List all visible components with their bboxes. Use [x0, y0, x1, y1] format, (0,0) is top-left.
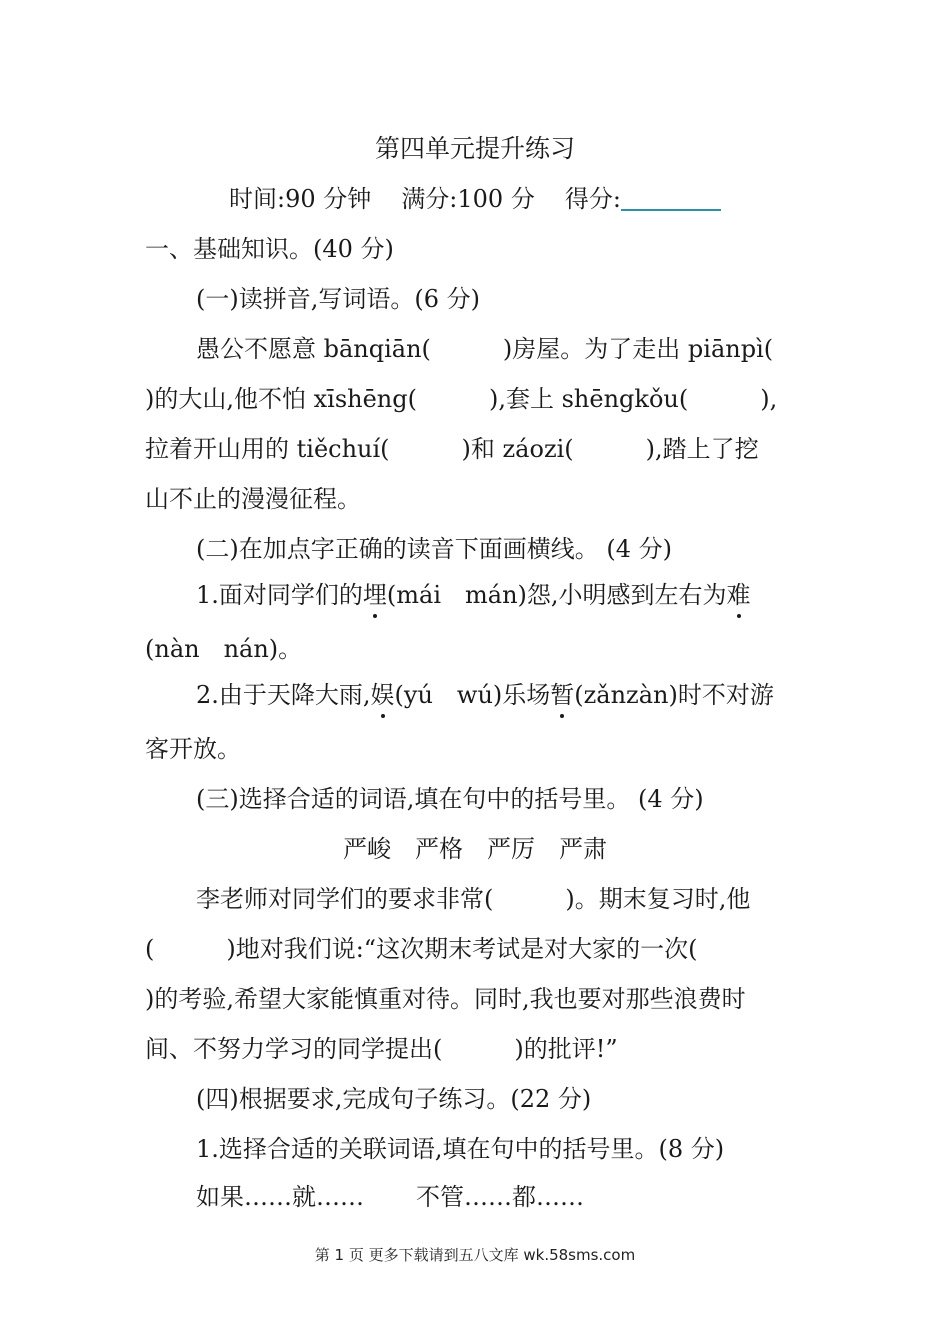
part1-line: 拉着开山用的 tiěchuí( )和 záozi( ),踏上了挖 — [145, 435, 759, 463]
part3-heading: (三)选择合适的词语,填在句中的括号里。 (4 分) — [196, 785, 704, 813]
part3-line: 间、不努力学习的同学提出( )的批评!” — [145, 1035, 618, 1063]
page-title: 第四单元提升练习 — [374, 134, 575, 163]
part2-question-2: 2.由于天降大雨,娱(yú wú)乐场暂(zǎnzàn)时不对游 — [196, 681, 774, 709]
part2-question-1: 1.面对同学们的埋(mái mán)怨,小明感到左右为难 — [196, 581, 751, 609]
dotted-char: 埋 — [362, 581, 387, 609]
part2-heading: (二)在加点字正确的读音下面画横线。 (4 分) — [196, 535, 672, 563]
conjunction-option: 如果……就…… — [196, 1183, 364, 1211]
section-heading: 一、基础知识。(40 分) — [145, 235, 394, 263]
score-label: 得分: — [564, 185, 621, 213]
dotted-char: 暂 — [550, 681, 575, 709]
exam-meta — [0, 184, 950, 214]
score-blank[interactable] — [621, 187, 721, 211]
part1-line: 山不止的漫漫征程。 — [145, 485, 361, 513]
part1-line: 愚公不愿意 bānqiān( )房屋。为了走出 piānpì( — [196, 335, 774, 363]
part4-heading: (四)根据要求,完成句子练习。(22 分) — [196, 1085, 592, 1113]
time-limit: 时间:90 分钟 — [229, 185, 372, 213]
conjunction-options — [196, 1182, 584, 1212]
part3-line: ( )地对我们说:“这次期末考试是对大家的一次( — [145, 935, 698, 963]
part3-line: )的考验,希望大家能慎重对待。同时,我也要对那些浪费时 — [145, 985, 746, 1013]
part1-heading: (一)读拼音,写词语。(6 分) — [196, 285, 480, 313]
word-choices: 严峻 严格 严厉 严肃 — [343, 835, 607, 863]
full-score: 满分:100 分 — [401, 185, 535, 213]
part2-question-1-cont: (nàn nán)。 — [145, 635, 303, 663]
dotted-char: 娱 — [370, 681, 395, 709]
dotted-char: 难 — [726, 581, 751, 609]
conjunction-option: 不管……都…… — [416, 1183, 584, 1211]
part4-question-1: 1.选择合适的关联词语,填在句中的括号里。(8 分) — [196, 1135, 725, 1163]
page-footer: 第 1 页 更多下载请到五八文库 wk.58sms.com — [314, 1246, 636, 1264]
part3-line: 李老师对同学们的要求非常( )。期末复习时,他 — [196, 885, 751, 913]
part2-question-2-cont: 客开放。 — [145, 735, 241, 763]
part1-line: )的大山,他不怕 xīshēng( ),套上 shēngkǒu( ), — [145, 385, 778, 413]
